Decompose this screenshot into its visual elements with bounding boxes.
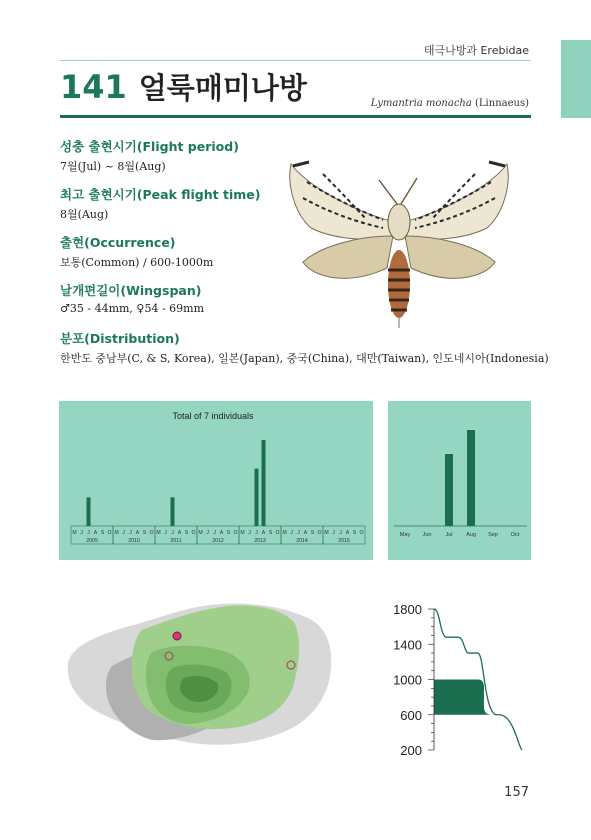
month-tick-label: M xyxy=(198,530,203,536)
month-tick-label: Jun xyxy=(422,532,432,538)
month-tick-label: J xyxy=(129,530,132,536)
y-tick-label: 1400 xyxy=(393,637,422,653)
chart-title: Total of 7 individuals xyxy=(172,411,254,421)
month-tick-label: M xyxy=(156,530,161,536)
korean-name: 얼룩매미나방 xyxy=(138,71,307,105)
month-tick-label: S xyxy=(226,530,231,536)
distribution-map xyxy=(60,592,336,752)
month-tick-label: S xyxy=(352,530,357,536)
month-tick-label: J xyxy=(206,530,209,536)
month-tick-label: Sep xyxy=(488,532,498,538)
month-tick-label: Aug xyxy=(466,532,476,538)
y-tick-label: 600 xyxy=(400,707,422,723)
month-tick-label: J xyxy=(122,530,125,536)
month-tick-label: A xyxy=(303,530,308,536)
month-tick-label: J xyxy=(290,530,293,536)
bar xyxy=(445,454,453,526)
author: (Linnaeus) xyxy=(475,98,529,109)
month-tick-label: A xyxy=(177,530,182,536)
monthly-chart-panel xyxy=(388,401,531,560)
section-text: 7월(Jul) ~ 8월(Aug) xyxy=(60,160,166,173)
altitude-chart xyxy=(380,596,530,758)
year-tick-label: 2015 xyxy=(338,538,350,544)
section-text: 8월(Aug) xyxy=(60,208,109,221)
section-text: 한반도 중남부(C, & S, Korea), 일본(Japan), 중국(China), 대만(Taiwan), 인도네시아(Indonesia) xyxy=(60,352,549,365)
month-tick-label: M xyxy=(72,530,77,536)
chapter-tab xyxy=(561,40,591,118)
section-flight-period xyxy=(60,137,239,174)
section-title: 성충 출현시기(Flight period) xyxy=(60,139,239,154)
month-tick-label: M xyxy=(240,530,245,536)
species-number: 141 xyxy=(60,68,127,106)
page-number: 157 xyxy=(504,785,529,800)
section-title: 출현(Occurrence) xyxy=(60,235,176,250)
month-tick-label: S xyxy=(184,530,189,536)
y-tick-label: 200 xyxy=(400,743,422,758)
month-tick-label: O xyxy=(107,530,112,536)
section-occurrence xyxy=(60,233,213,270)
section-wingspan xyxy=(60,281,204,315)
month-tick-label: A xyxy=(219,530,224,536)
scientific-name-line xyxy=(371,98,529,109)
yearly-chart-panel xyxy=(59,401,373,560)
month-tick-label: J xyxy=(297,530,300,536)
month-tick-label: J xyxy=(171,530,174,536)
bar xyxy=(87,497,91,526)
section-text: ♂35 - 44mm, ♀54 - 69mm xyxy=(60,302,205,315)
title-rule xyxy=(60,115,531,118)
scientific-name: Lymantria monacha xyxy=(370,98,472,109)
month-tick-label: O xyxy=(149,530,154,536)
bar xyxy=(171,497,175,526)
record-marker xyxy=(173,632,181,640)
elevation-range-fill xyxy=(434,680,492,715)
month-tick-label: M xyxy=(324,530,329,536)
year-tick-label: 2010 xyxy=(128,538,140,544)
month-tick-label: May xyxy=(399,532,411,538)
section-title: 분포(Distribution) xyxy=(60,331,180,346)
y-tick-label: 1800 xyxy=(393,602,422,617)
month-tick-label: J xyxy=(164,530,167,536)
section-text: 보통(Common) / 600-1000m xyxy=(60,256,214,269)
month-tick-label: J xyxy=(339,530,342,536)
section-title: 날개편길이(Wingspan) xyxy=(60,283,202,298)
month-tick-label: S xyxy=(142,530,147,536)
month-tick-label: J xyxy=(213,530,216,536)
top-divider xyxy=(60,60,531,61)
y-tick-label: 1000 xyxy=(393,672,422,688)
month-tick-label: O xyxy=(359,530,364,536)
year-tick-label: 2012 xyxy=(212,538,224,544)
month-tick-label: O xyxy=(275,530,280,536)
month-tick-label: J xyxy=(248,530,251,536)
year-tick-label: 2009 xyxy=(86,538,98,544)
month-tick-label: Oct xyxy=(510,532,520,538)
bar xyxy=(262,440,266,526)
month-tick-label: A xyxy=(261,530,266,536)
moth-specimen-photo xyxy=(283,152,515,330)
month-tick-label: O xyxy=(317,530,322,536)
month-tick-label: O xyxy=(191,530,196,536)
family-name: 태극나방과 Erebidae xyxy=(423,44,529,57)
month-tick-label: S xyxy=(268,530,273,536)
month-tick-label: J xyxy=(255,530,258,536)
month-tick-label: A xyxy=(345,530,350,536)
month-tick-label: S xyxy=(310,530,315,536)
month-tick-label: J xyxy=(87,530,90,536)
bar xyxy=(467,430,475,526)
month-tick-label: J xyxy=(332,530,335,536)
monthly-records-chart xyxy=(388,401,531,560)
bar xyxy=(255,469,259,526)
year-tick-label: 2013 xyxy=(254,538,266,544)
yearly-records-chart xyxy=(59,401,373,560)
section-peak-time xyxy=(60,185,260,222)
month-tick-label: A xyxy=(135,530,140,536)
month-tick-label: Jul xyxy=(445,532,453,538)
month-tick-label: S xyxy=(100,530,105,536)
month-tick-label: O xyxy=(233,530,238,536)
month-tick-label: J xyxy=(80,530,83,536)
section-distribution xyxy=(60,329,549,366)
year-tick-label: 2011 xyxy=(170,538,182,544)
species-title xyxy=(60,66,307,107)
month-tick-label: M xyxy=(114,530,119,536)
section-title: 최고 출현시기(Peak flight time) xyxy=(60,187,261,202)
month-tick-label: M xyxy=(282,530,287,536)
year-tick-label: 2014 xyxy=(296,538,308,544)
month-tick-label: A xyxy=(93,530,98,536)
